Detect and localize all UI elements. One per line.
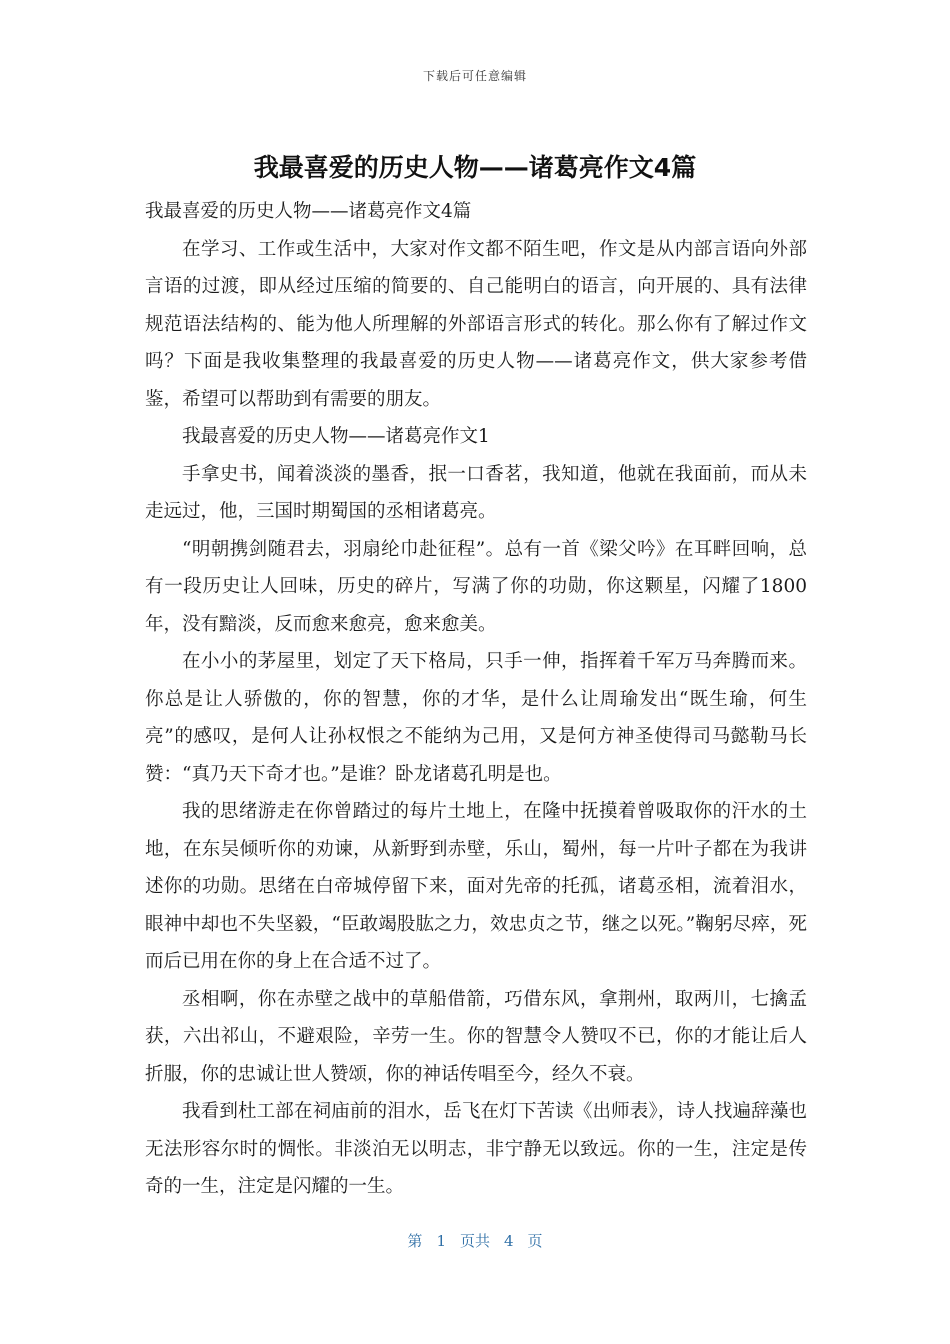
document-title: 我最喜爱的历史人物——诸葛亮作文4篇 — [253, 153, 697, 182]
footer-total-pages: 4 — [504, 1232, 514, 1250]
document-body — [145, 193, 807, 1206]
footer-prefix: 第 — [407, 1232, 423, 1250]
body-paragraph: 在小小的茅屋里，划定了天下格局，只手一伸，指挥着千军万马奔腾而来。你总是让人骄傲的，你的智慧，你的才华，是什么让周瑜发出“既生瑜，何生亮”的感叹，是何人让孙权恨之不能纳为己用，又是何方神圣使得司马懿勒马长赞：“真乃天下奇才也。”是谁？卧龙诸葛孔明是也。 — [145, 651, 807, 785]
page-footer — [0, 1230, 950, 1251]
header-note: 下载后可任意编辑 — [422, 69, 527, 83]
document-subtitle: 我最喜爱的历史人物——诸葛亮作文4篇 — [145, 201, 472, 222]
body-paragraph: 手拿史书，闻着淡淡的墨香，抿一口香茗，我知道，他就在我面前，而从未走远过，他，三国时期蜀国的丞相诸葛亮。 — [145, 463, 807, 522]
intro-paragraph: 在学习、工作或生活中，大家对作文都不陌生吧，作文是从内部言语向外部言语的过渡，即从经过压缩的简要的、自己能明白的语言，向开展的、具有法律规范语法结构的、能为他人所理解的外部语言形式的转化。那么你有了解过作文吗？下面是我收集整理的我最喜爱的历史人物——诸葛亮作文，供大家参考借鉴，希望可以帮助到有需要的朋友。 — [145, 238, 807, 410]
body-paragraph: 丞相啊，你在赤壁之战中的草船借箭，巧借东风，拿荆州，取两川，七擒孟获，六出祁山，不避艰险，辛劳一生。你的智慧令人赞叹不已，你的才能让后人折服，你的忠诚让世人赞颂，你的神话传唱至今，经久不衰。 — [145, 988, 807, 1085]
section-heading: 我最喜爱的历史人物——诸葛亮作文1 — [182, 426, 490, 447]
footer-suffix: 页 — [527, 1232, 543, 1250]
body-paragraph: 我看到杜工部在祠庙前的泪水，岳飞在灯下苦读《出师表》，诗人找遍辞藻也无法形容尔时的惆怅。非淡泊无以明志，非宁静无以致远。你的一生，注定是传奇的一生，注定是闪耀的一生。 — [145, 1101, 807, 1197]
body-paragraph: “明朝携剑随君去，羽扇纶巾赴征程”。总有一首《梁父吟》在耳畔回响，总有一段历史让人回味，历史的碎片，写满了你的功勋，你这颗星，闪耀了1800年，没有黯淡，反而愈来愈亮，愈来愈美。 — [145, 538, 807, 635]
footer-page-number: 1 — [436, 1232, 446, 1250]
body-paragraph: 我的思绪游走在你曾踏过的每片土地上，在隆中抚摸着曾吸取你的汗水的土地，在东吴倾听你的劝谏，从新野到赤壁，乐山，蜀州，每一片叶子都在为我讲述你的功勋。思绪在白帝城停留下来，面对先帝的托孤，诸葛丞相，流着泪水，眼神中却也不失坚毅，“臣敢竭股肱之力，效忠贞之节，继之以死。”鞠躬尽瘁，死而后已用在你的身上在合适不过了。 — [145, 801, 807, 972]
footer-middle: 页共 — [459, 1232, 490, 1250]
